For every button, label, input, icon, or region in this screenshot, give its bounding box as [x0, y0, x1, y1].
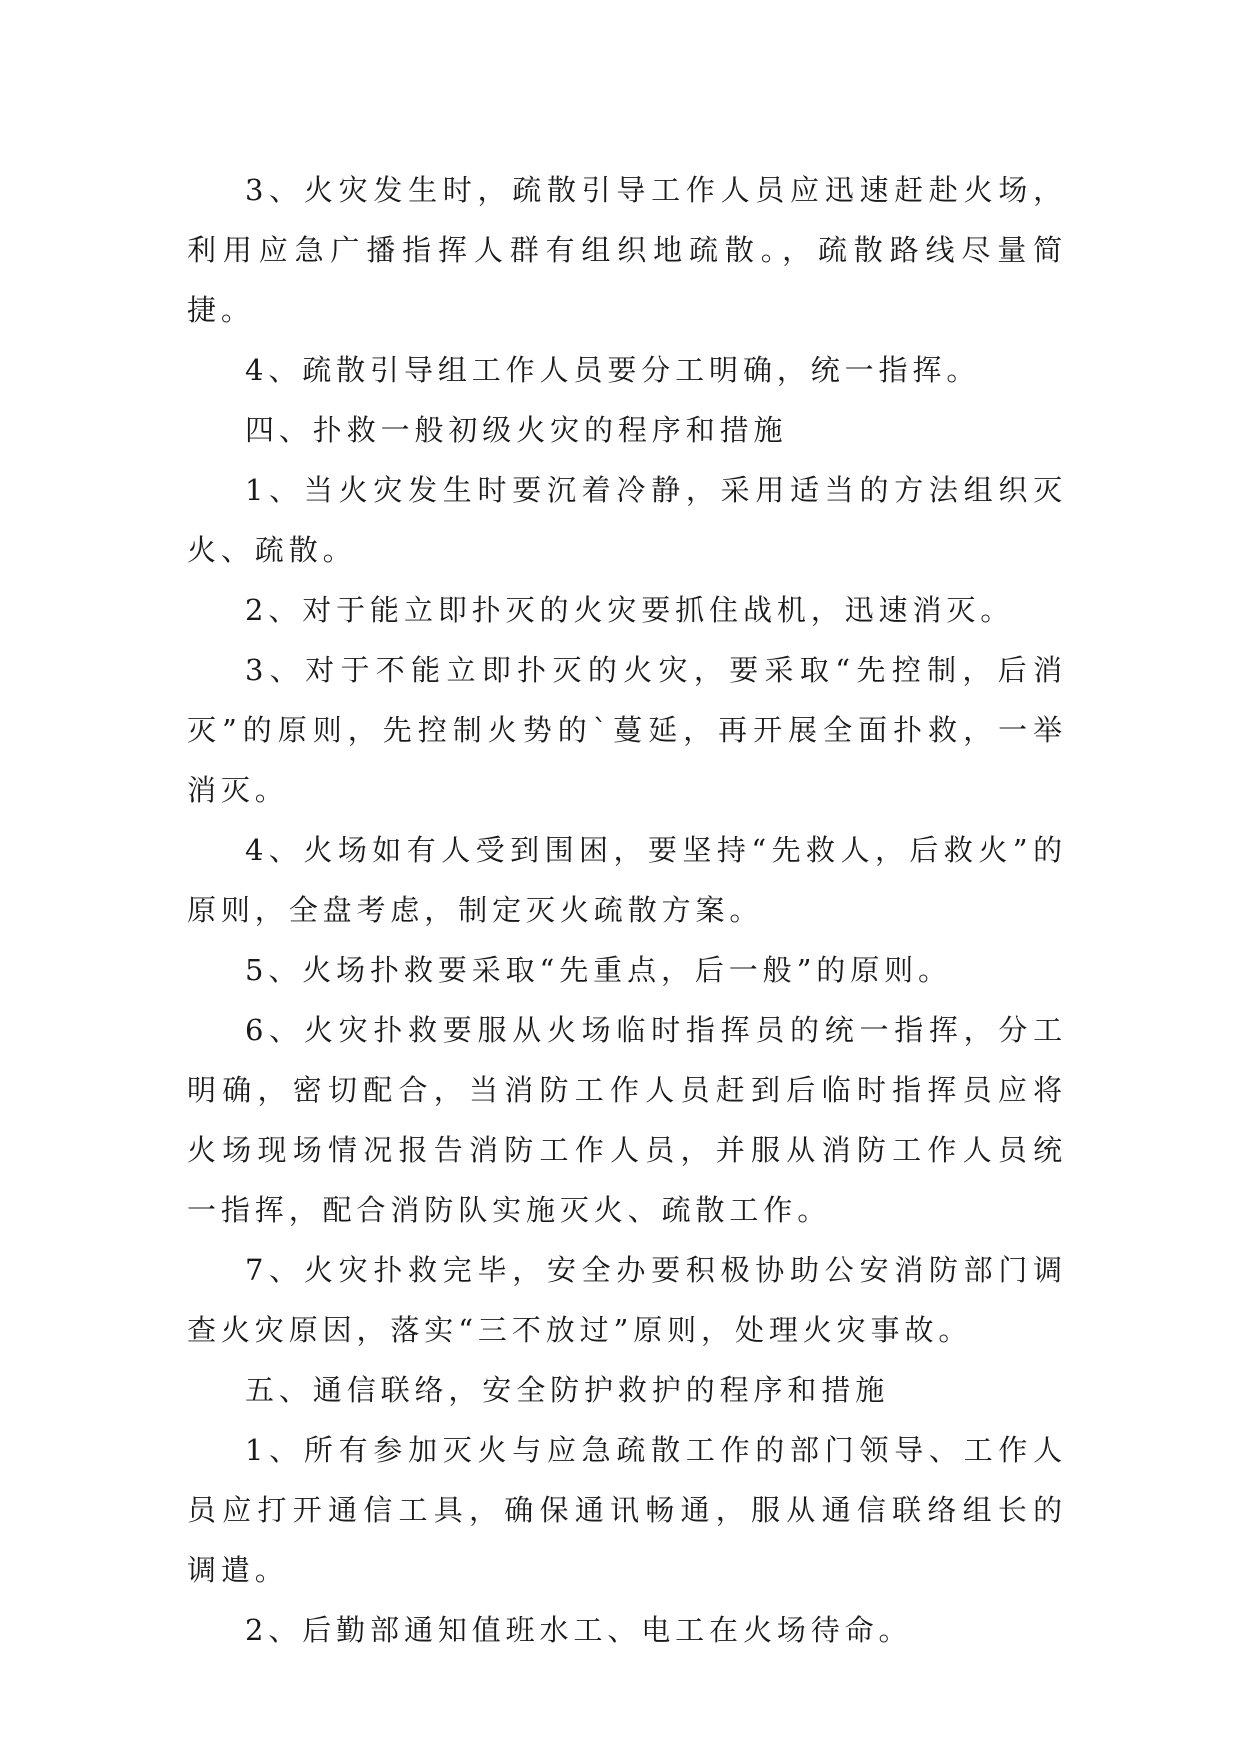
paragraph-communication-1: 1、所有参加灭火与应急疏散工作的部门领导、工作人员应打开通信工具，确保通讯畅通，服从通信联络组长的调遣。: [187, 1433, 1067, 1587]
paragraph-evacuation-4: 4、疏散引导组工作人员要分工明确，统一指挥。: [245, 353, 981, 387]
section-heading-firefighting: 四、扑救一般初级火灾的程序和措施: [245, 413, 788, 447]
paragraph-firefighting-7: 7、火灾扑救完毕，安全办要积极协助公安消防部门调查火灾原因，落实“三不放过”原则，处理火灾事故。: [187, 1253, 1067, 1347]
paragraph-firefighting-2: 2、对于能立即扑灭的火灾要抓住战机，迅速消灭。: [245, 593, 1015, 627]
section-heading-communication: 五、通信联络，安全防护救护的程序和措施: [245, 1373, 890, 1407]
paragraph-firefighting-5: 5、火场扑救要采取“先重点，后一般”的原则。: [245, 953, 952, 987]
paragraph-evacuation-3: 3、火灾发生时，疏散引导工作人员应迅速赶赴火场，利用应急广播指挥人群有组织地疏散。，疏散路线尽量简捷。: [187, 173, 1067, 327]
paragraph-firefighting-4: 4、火场如有人受到围困，要坚持“先救人，后救火”的原则，全盘考虑，制定灭火疏散方案。: [187, 833, 1067, 927]
paragraph-firefighting-3: 3、对于不能立即扑灭的火灾，要采取“先控制，后消灭”的原则，先控制火势的`蔓延，再开展全面扑救，一举消灭。: [187, 653, 1067, 807]
document-body: [187, 160, 1067, 1660]
paragraph-firefighting-6: 6、火灾扑救要服从火场临时指挥员的统一指挥，分工明确，密切配合，当消防工作人员赶到后临时指挥员应将火场现场情况报告消防工作人员，并服从消防工作人员统一指挥，配合消防队实施灭火、疏散工作。: [187, 1013, 1067, 1227]
paragraph-communication-2: 2、后勤部通知值班水工、电工在火场待命。: [245, 1613, 913, 1647]
paragraph-firefighting-1: 1、当火灾发生时要沉着冷静，采用适当的方法组织灭火、疏散。: [187, 473, 1067, 567]
